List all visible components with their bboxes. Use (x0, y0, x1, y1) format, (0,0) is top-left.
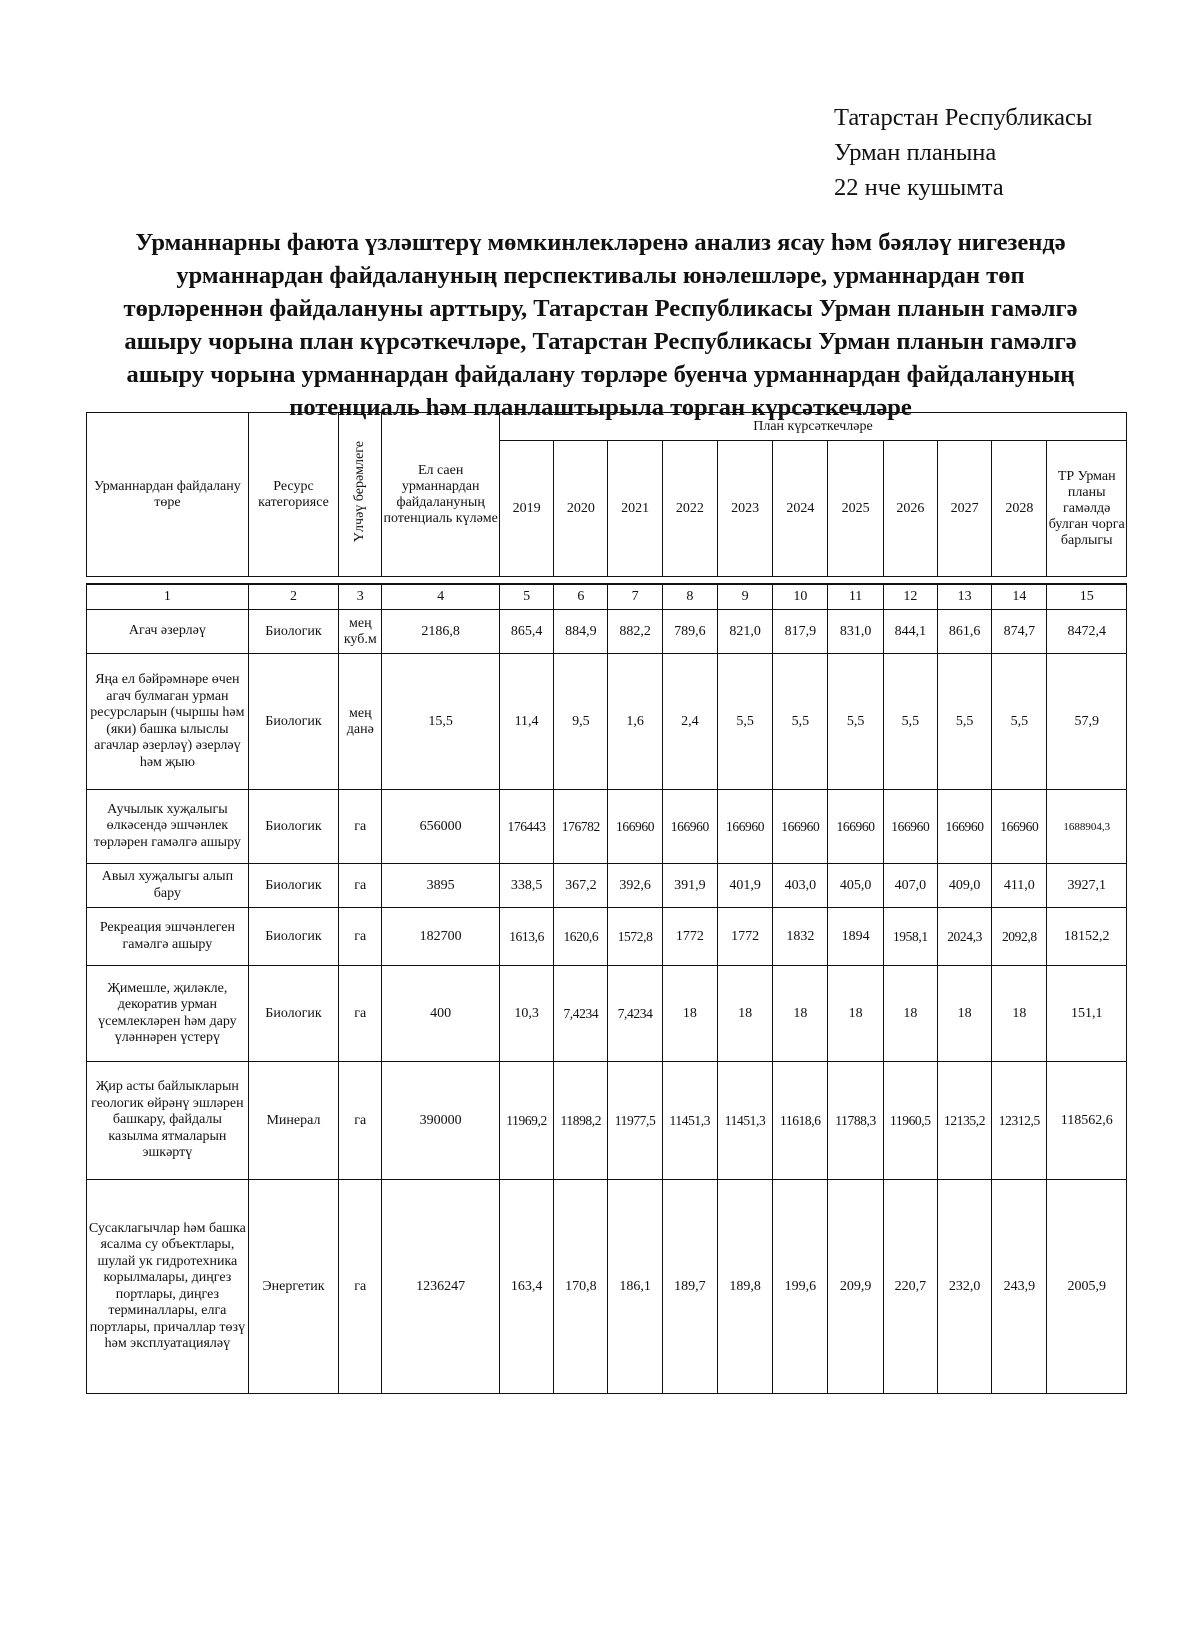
cell-year-value: 1572,8 (608, 908, 662, 966)
header-separator (87, 577, 1127, 585)
cell-year-value: 1613,6 (499, 908, 553, 966)
title-line-2: урманнардан файдалануның перспективалы юнәлешләре, урманнардан төп (176, 262, 1025, 289)
cell-year-value: 1,6 (608, 654, 662, 790)
column-number-row (87, 584, 1127, 610)
cell-year-value: 844,1 (883, 610, 937, 654)
cell-year-value: 5,5 (937, 654, 991, 790)
cell-total: 2005,9 (1047, 1180, 1127, 1394)
column-number: 7 (608, 584, 662, 610)
cell-year-value: 232,0 (937, 1180, 991, 1394)
cell-total: 8472,4 (1047, 610, 1127, 654)
cell-year-value: 166960 (608, 790, 662, 864)
title-line-6: потенциаль һәм планлаштырыла торган күрсәткечләре (289, 394, 912, 421)
header-category: Ресурс категориясе (248, 413, 338, 577)
column-number: 14 (992, 584, 1047, 610)
cell-resource-category: Минерал (248, 1062, 338, 1180)
cell-year-value: 18 (883, 966, 937, 1062)
cell-potential: 3895 (382, 864, 500, 908)
header-plan-group: План күрсәткечләре (499, 413, 1126, 441)
cell-year-value: 391,9 (662, 864, 717, 908)
cell-unit: мең данә (339, 654, 382, 790)
cell-resource-category: Биологик (248, 654, 338, 790)
cell-unit: мең куб.м (339, 610, 382, 654)
column-number: 1 (87, 584, 249, 610)
cell-resource-category: Биологик (248, 908, 338, 966)
column-number: 3 (339, 584, 382, 610)
cell-year-value: 1620,6 (554, 908, 608, 966)
cell-year-value: 166960 (773, 790, 828, 864)
cell-year-value: 176782 (554, 790, 608, 864)
cell-year-value: 10,3 (499, 966, 553, 1062)
cell-year-value: 9,5 (554, 654, 608, 790)
column-number: 2 (248, 584, 338, 610)
cell-total: 18152,2 (1047, 908, 1127, 966)
header-year: 2022 (662, 441, 717, 577)
cell-year-value: 1894 (828, 908, 883, 966)
cell-unit: га (339, 908, 382, 966)
table-row (87, 654, 1127, 790)
cell-year-value: 166960 (883, 790, 937, 864)
cell-year-value: 861,6 (937, 610, 991, 654)
cell-year-value: 11977,5 (608, 1062, 662, 1180)
cell-year-value: 18 (773, 966, 828, 1062)
cell-resource-category: Биологик (248, 610, 338, 654)
cell-potential: 1236247 (382, 1180, 500, 1394)
cell-year-value: 817,9 (773, 610, 828, 654)
cell-year-value: 789,6 (662, 610, 717, 654)
cell-potential: 182700 (382, 908, 500, 966)
table-row (87, 610, 1127, 654)
cell-year-value: 5,5 (828, 654, 883, 790)
cell-potential: 2186,8 (382, 610, 500, 654)
cell-year-value: 18 (828, 966, 883, 1062)
cell-year-value: 831,0 (828, 610, 883, 654)
cell-year-value: 401,9 (717, 864, 772, 908)
heading-line-2: Урман планына (834, 139, 997, 166)
cell-year-value: 1772 (662, 908, 717, 966)
cell-unit: га (339, 1180, 382, 1394)
cell-year-value: 405,0 (828, 864, 883, 908)
cell-year-value: 18 (937, 966, 991, 1062)
cell-year-value: 166960 (717, 790, 772, 864)
cell-use-type: Җимешле, җиләкле, декоратив урман үсемлекләрен һәм дару үләннәрен үстерү (87, 966, 249, 1062)
cell-year-value: 2024,3 (937, 908, 991, 966)
title-line-3: төрләреннән файдалануны арттыру, Татарстан Республикасы Урман планын гамәлгә (123, 295, 1078, 322)
cell-year-value: 189,8 (717, 1180, 772, 1394)
table-row (87, 1180, 1127, 1394)
header-total: ТР Урман планы гамәлдә булган чорга барлыгы (1047, 441, 1127, 577)
header-type: Урманнардан файдалану төре (87, 413, 249, 577)
title-line-5: ашыру чорына урманнардан файдалану төрләре буенча урманнардан файдалануның (126, 361, 1075, 388)
column-number: 5 (499, 584, 553, 610)
cell-use-type: Сусаклагычлар һәм башка ясалма су объектлары, шулай ук гидротехника корылмалары, диңгез портлары, диңгез терминаллары, елга портлары, причаллар төзү һәм эксплуатацияләү (87, 1180, 249, 1394)
cell-year-value: 199,6 (773, 1180, 828, 1394)
column-number: 9 (717, 584, 772, 610)
cell-year-value: 18 (662, 966, 717, 1062)
table-row (87, 966, 1127, 1062)
cell-year-value: 166960 (828, 790, 883, 864)
table-row (87, 790, 1127, 864)
cell-unit: га (339, 864, 382, 908)
heading-line-3: 22 нче кушымта (834, 174, 1004, 201)
cell-year-value: 18 (992, 966, 1047, 1062)
cell-year-value: 176443 (499, 790, 553, 864)
cell-year-value: 338,5 (499, 864, 553, 908)
heading-line-1: Татарстан Республикасы (834, 104, 1093, 131)
cell-year-value: 403,0 (773, 864, 828, 908)
cell-year-value: 5,5 (717, 654, 772, 790)
cell-resource-category: Биологик (248, 966, 338, 1062)
cell-potential: 656000 (382, 790, 500, 864)
cell-year-value: 865,4 (499, 610, 553, 654)
cell-potential: 400 (382, 966, 500, 1062)
cell-year-value: 5,5 (773, 654, 828, 790)
cell-year-value: 1958,1 (883, 908, 937, 966)
document-title (78, 226, 1123, 424)
cell-year-value: 220,7 (883, 1180, 937, 1394)
cell-unit: га (339, 966, 382, 1062)
cell-year-value: 409,0 (937, 864, 991, 908)
cell-year-value: 874,7 (992, 610, 1047, 654)
cell-use-type: Агач әзерләү (87, 610, 249, 654)
column-number: 13 (937, 584, 991, 610)
header-year: 2023 (717, 441, 772, 577)
cell-year-value: 11960,5 (883, 1062, 937, 1180)
cell-unit: га (339, 1062, 382, 1180)
table-row (87, 1062, 1127, 1180)
column-number: 12 (883, 584, 937, 610)
cell-resource-category: Энергетик (248, 1180, 338, 1394)
cell-unit: га (339, 790, 382, 864)
column-number: 15 (1047, 584, 1127, 610)
forest-use-table (86, 412, 1127, 1394)
cell-year-value: 2092,8 (992, 908, 1047, 966)
cell-year-value: 166960 (992, 790, 1047, 864)
cell-resource-category: Биологик (248, 864, 338, 908)
cell-year-value: 7,4234 (608, 966, 662, 1062)
cell-total: 1688904,3 (1047, 790, 1127, 864)
cell-use-type: Яңа ел бәйрәмнәре өчен агач булмаган урман ресурсларын (чыршы һәм (яки) башка ылыслы агачлар әзерләү) әзерләү һәм җыю (87, 654, 249, 790)
cell-year-value: 5,5 (883, 654, 937, 790)
cell-year-value: 407,0 (883, 864, 937, 908)
cell-use-type: Авыл хуҗалыгы алып бару (87, 864, 249, 908)
header-unit (339, 413, 382, 577)
column-number: 4 (382, 584, 500, 610)
cell-year-value: 12135,2 (937, 1062, 991, 1180)
header-unit-text: Үлчәү берәмлеге (352, 441, 368, 543)
cell-total: 151,1 (1047, 966, 1127, 1062)
cell-year-value: 186,1 (608, 1180, 662, 1394)
cell-year-value: 11,4 (499, 654, 553, 790)
cell-year-value: 392,6 (608, 864, 662, 908)
cell-year-value: 5,5 (992, 654, 1047, 790)
header-year: 2026 (883, 441, 937, 577)
cell-year-value: 12312,5 (992, 1062, 1047, 1180)
cell-year-value: 163,4 (499, 1180, 553, 1394)
table-row (87, 908, 1127, 966)
header-row-1 (87, 413, 1127, 441)
title-line-4: ашыру чорына план күрсәткечләре, Татарстан Республикасы Урман планын гамәлгә (124, 328, 1077, 355)
cell-year-value: 882,2 (608, 610, 662, 654)
cell-year-value: 11451,3 (717, 1062, 772, 1180)
cell-potential: 15,5 (382, 654, 500, 790)
cell-year-value: 11451,3 (662, 1062, 717, 1180)
header-year: 2021 (608, 441, 662, 577)
header-year: 2027 (937, 441, 991, 577)
cell-year-value: 11788,3 (828, 1062, 883, 1180)
cell-year-value: 209,9 (828, 1180, 883, 1394)
cell-use-type: Җир асты байлыкларын геологик өйрәнү эшләрен башкару, файдалы казылма ятмаларын эшкәртү (87, 1062, 249, 1180)
cell-year-value: 884,9 (554, 610, 608, 654)
header-year: 2020 (554, 441, 608, 577)
cell-total: 3927,1 (1047, 864, 1127, 908)
header-year: 2028 (992, 441, 1047, 577)
cell-year-value: 11898,2 (554, 1062, 608, 1180)
title-line-1: Урманнарны фаюта үзләштерү мөмкинлекләренә анализ ясау һәм бәяләү нигезендә (135, 229, 1066, 256)
cell-year-value: 170,8 (554, 1180, 608, 1394)
cell-year-value: 166960 (937, 790, 991, 864)
cell-resource-category: Биологик (248, 790, 338, 864)
cell-year-value: 11618,6 (773, 1062, 828, 1180)
column-number: 6 (554, 584, 608, 610)
column-number: 8 (662, 584, 717, 610)
cell-year-value: 367,2 (554, 864, 608, 908)
header-potential: Ел саен урманнардан файдалануның потенциаль күләме (382, 413, 500, 577)
cell-year-value: 166960 (662, 790, 717, 864)
cell-year-value: 411,0 (992, 864, 1047, 908)
cell-year-value: 243,9 (992, 1180, 1047, 1394)
header-year: 2024 (773, 441, 828, 577)
cell-year-value: 1832 (773, 908, 828, 966)
cell-year-value: 18 (717, 966, 772, 1062)
cell-year-value: 1772 (717, 908, 772, 966)
cell-use-type: Аучылык хуҗалыгы өлкәсендә эшчәнлек төрләрен гамәлгә ашыру (87, 790, 249, 864)
cell-year-value: 821,0 (717, 610, 772, 654)
header-year: 2025 (828, 441, 883, 577)
header-year: 2019 (499, 441, 553, 577)
cell-total: 118562,6 (1047, 1062, 1127, 1180)
cell-year-value: 7,4234 (554, 966, 608, 1062)
table-row (87, 864, 1127, 908)
cell-year-value: 2,4 (662, 654, 717, 790)
column-number: 10 (773, 584, 828, 610)
cell-year-value: 11969,2 (499, 1062, 553, 1180)
appendix-heading (834, 100, 1092, 205)
cell-total: 57,9 (1047, 654, 1127, 790)
cell-use-type: Рекреация эшчәнлеген гамәлгә ашыру (87, 908, 249, 966)
cell-potential: 390000 (382, 1062, 500, 1180)
cell-year-value: 189,7 (662, 1180, 717, 1394)
column-number: 11 (828, 584, 883, 610)
